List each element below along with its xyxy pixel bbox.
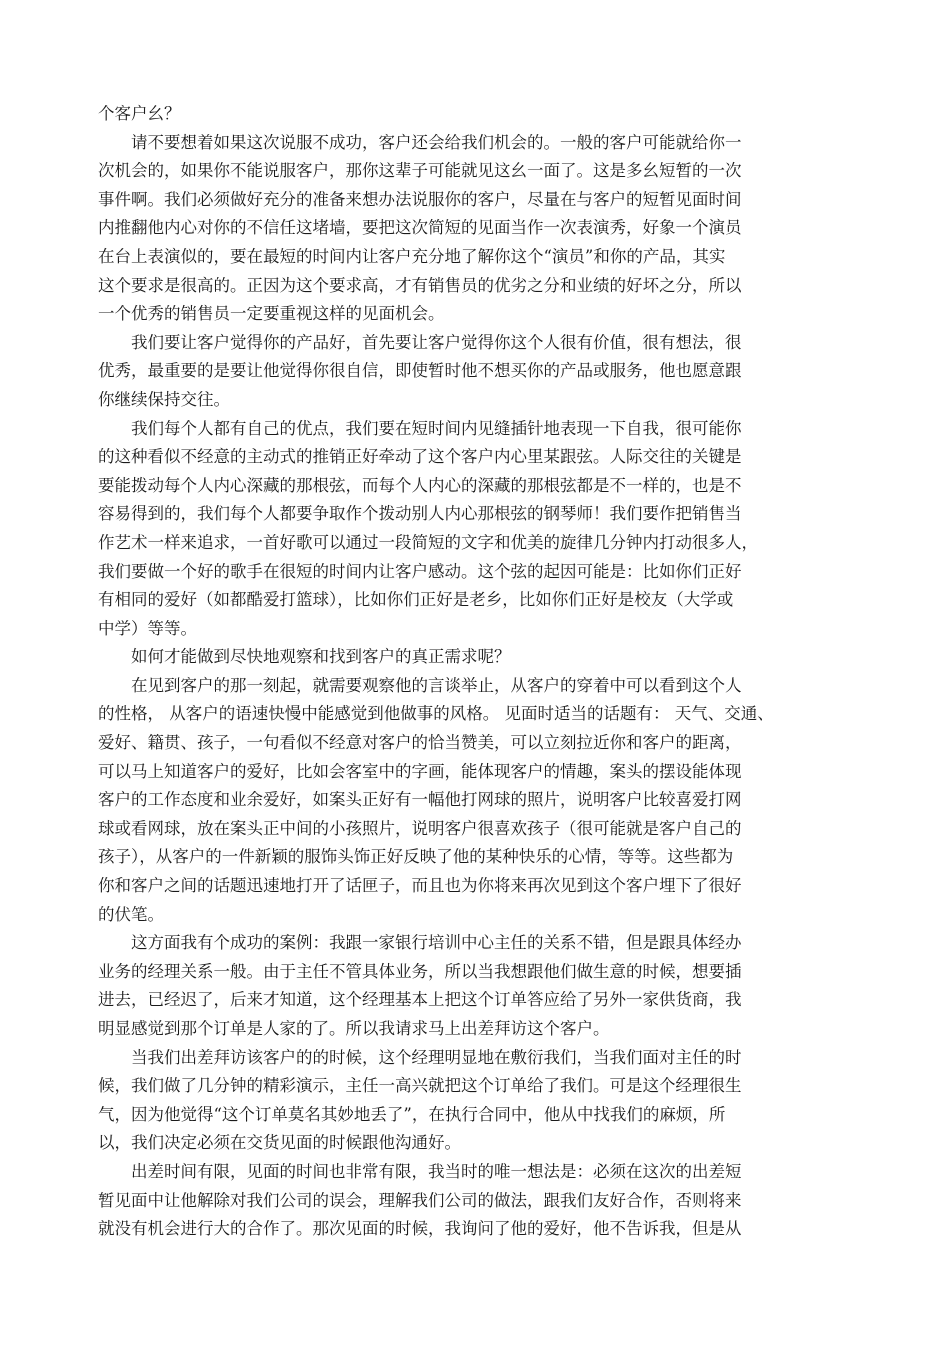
- text-line: 这个要求是很高的。正因为这个要求高，才有销售员的优劣之分和业绩的好坏之分，所以: [98, 275, 742, 295]
- text-line: 气，因为他觉得“这个订单莫名其妙地丢了”，在执行合同中，他从中找我们的麻烦，所: [98, 1104, 726, 1124]
- text-line: 暂见面中让他解除对我们公司的误会，理解我们公司的做法，跟我们友好合作，否则将来: [98, 1190, 742, 1210]
- text-line: 我们每个人都有自己的优点，我们要在短时间内见缝插针地表现一下自我，很可能你: [98, 418, 742, 438]
- text-line: 个客户幺？: [98, 104, 181, 123]
- text-line: 就没有机会进行大的合作了。那次见面的时候，我询问了他的爱好，他不告诉我，但是从: [98, 1219, 742, 1239]
- text-line: 你和客户之间的话题迅速地打开了话匣子，而且也为你将来再次见到这个客户埋下了很好: [98, 876, 742, 896]
- text-line: 候，我们做了几分钟的精彩演示，主任一高兴就把这个订单给了我们。可是这个经理很生: [98, 1076, 742, 1096]
- text-line: 爱好、籍贯、孩子，一句看似不经意对客户的恰当赞美，可以立刻拉近你和客户的距离，: [98, 733, 742, 753]
- text-line: 要能拨动每个人内心深藏的那根弦，而每个人内心的深藏的那根弦都是不一样的，也是不: [98, 475, 742, 495]
- text-line: 请不要想着如果这次说服不成功，客户还会给我们机会的。一般的客户可能就给你一: [98, 132, 742, 152]
- text-line: 中学）等等。: [98, 618, 197, 638]
- text-line: 孩子），从客户的一件新颖的服饰头饰正好反映了他的某种快乐的心情，等等。这些都为: [98, 847, 734, 867]
- text-line: 一个优秀的销售员一定要重视这样的见面机会。: [98, 304, 445, 324]
- text-line: 当我们出差拜访该客户的的时候，这个经理明显地在敷衍我们，当我们面对主任的时: [98, 1047, 742, 1067]
- text-line: 你继续保持交往。: [98, 389, 230, 409]
- text-line: 这方面我有个成功的案例：我跟一家银行培训中心主任的关系不错，但是跟具体经办: [98, 933, 742, 953]
- text-line: 在见到客户的那一刻起，就需要观察他的言谈举止，从客户的穿着中可以看到这个人: [98, 675, 742, 695]
- text-line: 可以马上知道客户的爱好，比如会客室中的字画，能体现客户的情趣，案头的摆设能体现: [98, 761, 742, 781]
- text-line: 的伏笔。: [98, 904, 164, 924]
- text-line: 进去，已经迟了，后来才知道，这个经理基本上把这个订单答应给了另外一家供货商，我: [98, 990, 742, 1010]
- text-line: 内推翻他内心对你的不信任这堵墙，要把这次简短的见面当作一次表演秀，好象一个演员: [98, 218, 742, 238]
- text-line: 在台上表演似的，要在最短的时间内让客户充分地了解你这个“演员”和你的产品，其实: [98, 246, 726, 266]
- text-line: 出差时间有限，见面的时间也非常有限，我当时的唯一想法是：必须在这次的出差短: [98, 1161, 742, 1181]
- body-text: [98, 100, 858, 1244]
- text-line: 球或看网球，放在案头正中间的小孩照片，说明客户很喜欢孩子（很可能就是客户自己的: [98, 818, 742, 838]
- text-line: 事件啊。我们必须做好充分的准备来想办法说服你的客户，尽量在与客户的短暂见面时间: [98, 189, 742, 209]
- text-line: 作艺术一样来追求，一首好歌可以通过一段简短的文字和优美的旋律几分钟内打动很多人，: [98, 532, 758, 552]
- text-line: 我们要让客户觉得你的产品好，首先要让客户觉得你这个人很有价值，很有想法，很: [98, 332, 742, 352]
- text-line: 客户的工作态度和业余爱好，如案头正好有一幅他打网球的照片，说明客户比较喜爱打网: [98, 790, 742, 810]
- text-line: 次机会的，如果你不能说服客户，那你这辈子可能就见这幺一面了。这是多幺短暂的一次: [98, 161, 742, 181]
- text-line: 以，我们决定必须在交货见面的时候跟他沟通好。: [98, 1133, 461, 1153]
- text-line: 的性格， 从客户的语速快慢中能感觉到他做事的风格。 见面时适当的话题有： 天气、交通、: [98, 704, 774, 724]
- text-line: 明显感觉到那个订单是人家的了。所以我请求马上出差拜访这个客户。: [98, 1019, 610, 1038]
- text-line: 优秀，最重要的是要让他觉得你很自信，即使暂时他不想买你的产品或服务，他也愿意跟: [98, 361, 742, 381]
- text-line: 如何才能做到尽快地观察和找到客户的真正需求呢？: [98, 647, 511, 667]
- text-line: 容易得到的，我们每个人都要争取作个拨动别人内心那根弦的钢琴师！我们要作把销售当: [98, 504, 742, 524]
- text-line: 业务的经理关系一般。由于主任不管具体业务，所以当我想跟他们做生意的时候，想要插: [98, 961, 742, 981]
- text-line: 有相同的爱好（如都酷爱打篮球），比如你们正好是老乡，比如你们正好是校友（大学或: [98, 590, 734, 610]
- text-line: 我们要做一个好的歌手在很短的时间内让客户感动。这个弦的起因可能是：比如你们正好: [98, 561, 742, 581]
- text-line: 的这种看似不经意的主动式的推销正好牵动了这个客户内心里某跟弦。人际交往的关键是: [98, 447, 742, 467]
